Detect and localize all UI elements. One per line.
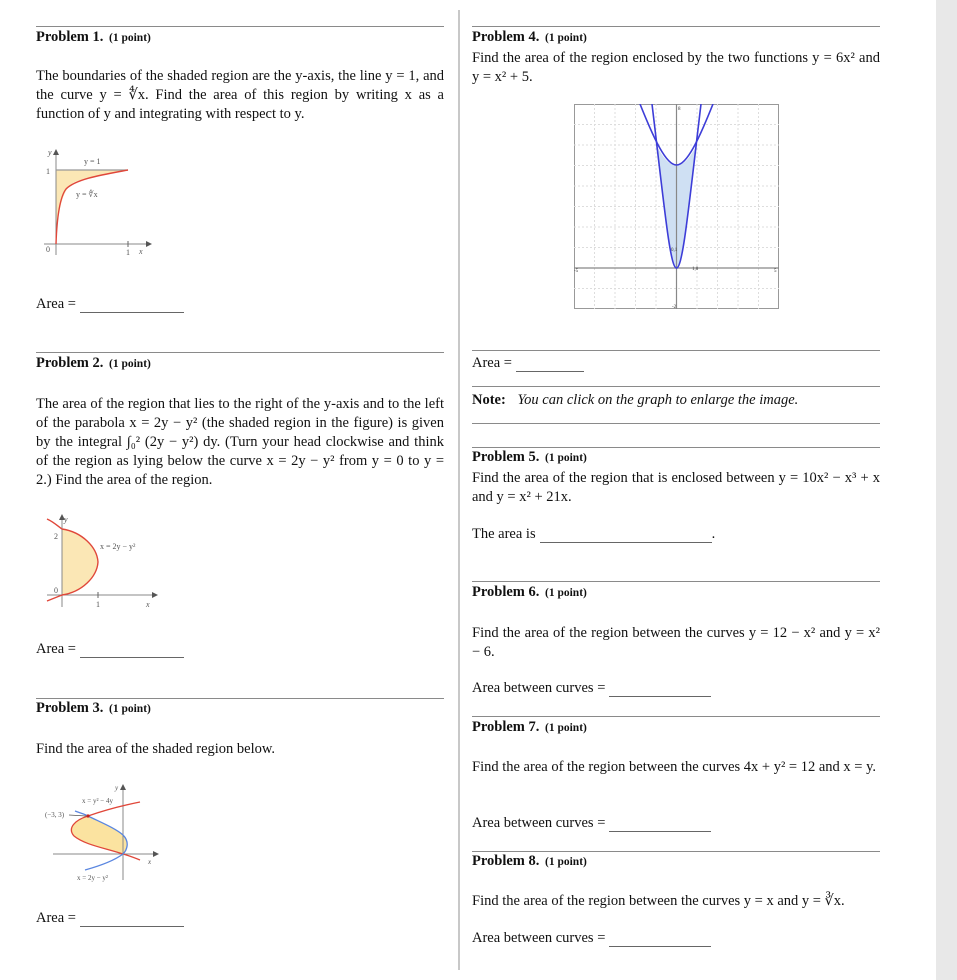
- problem-1-answer: [36, 296, 184, 313]
- problem-5-answer: [472, 526, 715, 543]
- problem-7-title: [472, 719, 587, 736]
- svg-text:1,0: 1,0: [692, 267, 699, 272]
- problem-number: Problem 3.: [36, 700, 104, 716]
- answer-label: Area =: [472, 355, 512, 371]
- svg-text:-5: -5: [574, 269, 579, 274]
- problem-1-text: The boundaries of the shaded region are the y-axis, the line y = 1, and the curve y = ∜x. Find the area of this region by writing x as a function of y and integrating with respect to y.: [36, 68, 444, 122]
- problem-2-text: The area of the region that lies to the right of the y-axis and to the left of the parabola x = 2y − y² (the shaded region in the figure) is given by the integral ∫₀² (2y − y²) dy. (Turn your head clockwise and think of the region as lying below the curve x = 2y − y² from y = 0 to y = 2.) Find the area of the region.: [36, 396, 444, 488]
- problem-1-figure: [36, 145, 156, 260]
- answer-input[interactable]: [609, 682, 711, 697]
- problem-points: (1 point): [545, 722, 587, 734]
- svg-text:2: 2: [54, 532, 58, 541]
- problem-2-title: [36, 355, 151, 372]
- answer-label: Area =: [36, 296, 76, 312]
- answer-input[interactable]: [609, 932, 711, 947]
- answer-label: Area between curves =: [472, 815, 606, 831]
- svg-text:y: y: [115, 784, 119, 792]
- svg-text:1: 1: [126, 248, 130, 257]
- note-label: Note:: [472, 392, 506, 408]
- problem-8-answer: [472, 930, 711, 947]
- answer-label: Area between curves =: [472, 930, 606, 946]
- side-panel: [936, 0, 957, 980]
- divider: [36, 352, 444, 353]
- answer-input[interactable]: [609, 817, 711, 832]
- problem-number: Problem 6.: [472, 584, 540, 600]
- svg-text:y: y: [48, 148, 52, 157]
- divider: [472, 423, 880, 424]
- problem-number: Problem 1.: [36, 29, 104, 45]
- svg-text:x: x: [139, 247, 143, 256]
- problem-4-graph[interactable]: [574, 104, 779, 309]
- problem-6-answer: [472, 680, 711, 697]
- answer-suffix: .: [711, 526, 716, 542]
- svg-text:x: x: [148, 858, 152, 866]
- divider: [472, 447, 880, 448]
- problem-points: (1 point): [545, 32, 587, 44]
- svg-text:(−3, 3): (−3, 3): [45, 811, 65, 819]
- divider: [36, 698, 444, 699]
- divider: [472, 851, 880, 852]
- svg-text:x = y² − 4y: x = y² − 4y: [82, 797, 113, 805]
- problem-points: (1 point): [109, 358, 151, 370]
- svg-text:0: 0: [54, 586, 58, 595]
- problem-points: (1 point): [109, 703, 151, 715]
- problem-5-title: [472, 449, 587, 466]
- svg-text:x = 2y − y²: x = 2y − y²: [100, 542, 136, 551]
- problem-4-title: [472, 29, 587, 46]
- problem-2-answer: [36, 641, 184, 658]
- problem-8-text: Find the area of the region between the curves y = x and y = ∛x.: [472, 893, 845, 909]
- answer-label: Area between curves =: [472, 680, 606, 696]
- answer-input[interactable]: [80, 298, 184, 313]
- problem-1-title: [36, 29, 151, 46]
- answer-input[interactable]: [80, 912, 184, 927]
- problem-points: (1 point): [109, 32, 151, 44]
- svg-text:1: 1: [96, 600, 100, 609]
- answer-input[interactable]: [80, 643, 184, 658]
- svg-text:x: x: [146, 600, 150, 609]
- svg-text:1: 1: [46, 167, 50, 176]
- answer-input[interactable]: [540, 528, 712, 543]
- problem-points: (1 point): [545, 587, 587, 599]
- problem-5-text: Find the area of the region that is enclosed between y = 10x² − x³ + x and y = x² + 21x.: [472, 470, 880, 505]
- problem-number: Problem 4.: [472, 29, 540, 45]
- problem-2-figure: [42, 512, 162, 612]
- problem-number: Problem 5.: [472, 449, 540, 465]
- problem-3-figure: [45, 780, 165, 885]
- svg-text:y = 1: y = 1: [84, 157, 101, 166]
- answer-input[interactable]: [516, 357, 584, 372]
- svg-text:8: 8: [678, 107, 681, 112]
- svg-text:x = 2y − y²: x = 2y − y²: [77, 874, 108, 882]
- divider: [472, 386, 880, 387]
- problem-4-answer: [472, 355, 584, 372]
- problem-3-title: [36, 700, 151, 717]
- divider: [36, 26, 444, 27]
- problem-number: Problem 8.: [472, 853, 540, 869]
- svg-text:y = ∜x: y = ∜x: [76, 190, 98, 199]
- problem-7-text: Find the area of the region between the curves 4x + y² = 12 and x = y.: [472, 759, 877, 775]
- problem-points: (1 point): [545, 856, 587, 868]
- svg-text:y: y: [64, 515, 68, 524]
- svg-text:-2: -2: [672, 305, 677, 309]
- problem-7-answer: [472, 815, 711, 832]
- answer-label: Area =: [36, 910, 76, 926]
- problem-number: Problem 2.: [36, 355, 104, 371]
- column-divider: [458, 10, 460, 970]
- problem-3-answer: [36, 910, 184, 927]
- svg-text:0: 0: [46, 245, 50, 254]
- problem-number: Problem 7.: [472, 719, 540, 735]
- problem-3-text: Find the area of the shaded region below.: [36, 741, 276, 757]
- problem-6-title: [472, 584, 587, 601]
- problem-8-title: [472, 853, 587, 870]
- answer-label: Area =: [36, 641, 76, 657]
- note: [472, 392, 798, 409]
- divider: [472, 581, 880, 582]
- svg-text:5: 5: [774, 269, 777, 274]
- svg-text:0,1: 0,1: [671, 248, 678, 253]
- divider: [472, 350, 880, 351]
- divider: [472, 716, 880, 717]
- note-text: You can click on the graph to enlarge the image.: [517, 392, 799, 408]
- problem-points: (1 point): [545, 452, 587, 464]
- problem-6-text: Find the area of the region between the curves y = 12 − x² and y = x² − 6.: [472, 625, 880, 660]
- answer-label: The area is: [472, 526, 536, 542]
- problem-4-text: Find the area of the region enclosed by the two functions y = 6x² and y = x² + 5.: [472, 50, 880, 85]
- divider: [472, 26, 880, 27]
